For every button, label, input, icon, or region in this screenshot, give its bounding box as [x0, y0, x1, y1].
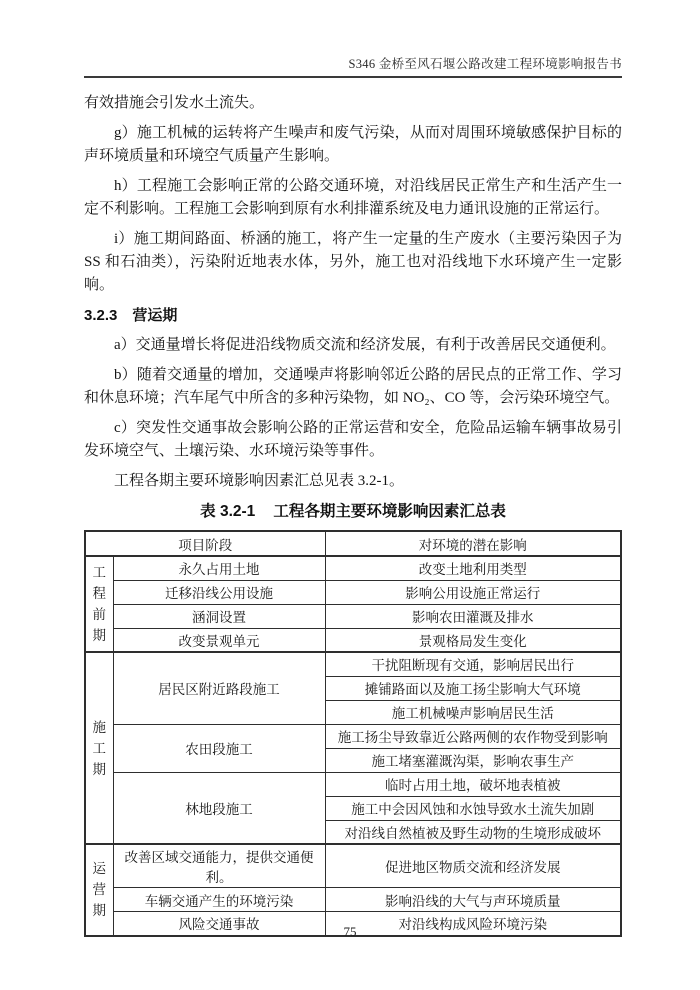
- impact-cell: 施工堵塞灌溉沟渠，影响农事生产: [325, 748, 621, 772]
- paragraph-item-g: g）施工机械的运转将产生噪声和废气污染，从而对周围环境敏感保护目标的声环境质量和环境空气质量产生影响。: [84, 125, 622, 164]
- table-title: [84, 500, 622, 524]
- activity-cell: 车辆交通产生的环境污染: [113, 888, 325, 912]
- impact-cell: 干扰阻断现有交通，影响居民出行: [325, 652, 621, 676]
- impact-cell: 施工机械噪声影响居民生活: [325, 700, 621, 724]
- running-header: S346 金桥至风石堰公路改建工程环境影响报告书: [348, 57, 622, 71]
- table-header-stage: 项目阶段: [85, 531, 325, 556]
- activity-cell: 风险交通事故: [113, 912, 325, 936]
- paragraph-table-reference: 工程各期主要环境影响因素汇总见表 3.2-1。: [114, 473, 404, 489]
- impact-cell: 临时占用土地，破坏地表植被: [325, 772, 621, 796]
- activity-cell: 林地段施工: [113, 772, 325, 844]
- activity-cell: 居民区附近路段施工: [113, 652, 325, 724]
- paragraph-item-h: h）工程施工会影响正常的公路交通环境，对沿线居民正常生产和生活产生一定不利影响。工程施工会影响到原有水利排灌系统及电力通讯设施的正常运行。: [84, 178, 622, 217]
- activity-cell: 涵洞设置: [113, 604, 325, 628]
- impact-cell: 影响公用设施正常运行: [325, 580, 621, 604]
- impact-cell: 对沿线构成风险环境污染: [325, 912, 621, 936]
- paragraph-continuation: 有效措施会引发水土流失。: [84, 95, 265, 111]
- table-row: [85, 556, 621, 580]
- table-row: [85, 604, 621, 628]
- table-row: [85, 628, 621, 652]
- phase-cell-operation: 运营期: [85, 844, 113, 936]
- table-row: [85, 724, 621, 748]
- table-row: [85, 772, 621, 796]
- impact-cell: 景观格局发生变化: [325, 628, 621, 652]
- impact-cell: 施工中会因风蚀和水蚀导致水土流失加剧: [325, 796, 621, 820]
- activity-cell: 改变景观单元: [113, 628, 325, 652]
- activity-cell: 农田段施工: [113, 724, 325, 772]
- table-header-impact: 对环境的潜在影响: [325, 531, 621, 556]
- header-rule: [84, 76, 622, 78]
- activity-cell: 改善区域交通能力，提供交通便利。: [113, 844, 325, 888]
- phase-cell-construction: 施工期: [85, 652, 113, 844]
- impact-summary-table: [84, 530, 622, 937]
- impact-cell: 施工扬尘导致靠近公路两侧的农作物受到影响: [325, 724, 621, 748]
- paragraph-item-c: c）突发性交通事故会影响公路的正常运营和安全，危险品运输车辆事故易引发环境空气、土壤污染、水环境污染等事件。: [84, 420, 622, 459]
- impact-cell: 影响沿线的大气与声环境质量: [325, 888, 621, 912]
- impact-cell: 对沿线自然植被及野生动物的生境形成破坏: [325, 820, 621, 844]
- activity-cell: 迁移沿线公用设施: [113, 580, 325, 604]
- impact-cell: 摊铺路面以及施工扬尘影响大气环境: [325, 676, 621, 700]
- table-row: [85, 844, 621, 888]
- impact-cell: 改变土地利用类型: [325, 556, 621, 580]
- table-row: [85, 888, 621, 912]
- table-title-label: 表 3.2-1: [200, 503, 256, 520]
- paragraph-item-i: i）施工期间路面、桥涵的施工，将产生一定量的生产废水（主要污染因子为 SS 和石油类），污染附近地表水体，另外，施工也对沿线地下水环境产生一定影响。: [84, 231, 622, 293]
- impact-cell: 影响农田灌溉及排水: [325, 604, 621, 628]
- activity-cell: 永久占用土地: [113, 556, 325, 580]
- paragraph-item-a: a）交通量增长将促进沿线物质交流和经济发展，有利于改善居民交通便利。: [114, 337, 616, 353]
- phase-cell-pre-construction: 工程前期: [85, 556, 113, 652]
- section-heading: 3.2.3 营运期: [84, 307, 178, 324]
- page-number: 75: [343, 924, 357, 939]
- body-content: [84, 92, 622, 937]
- table-row: [85, 580, 621, 604]
- paragraph-item-b: b）随着交通量的增加，交通噪声将影响邻近公路的居民点的正常工作、学习和休息环境；汽车尾气中所含的多种污染物，如 NO₂、CO 等，会污染环境空气。: [84, 367, 622, 406]
- table-row: [85, 652, 621, 676]
- table-header-row: [85, 531, 621, 556]
- table-title-text: 工程各期主要环境影响因素汇总表: [273, 503, 506, 520]
- impact-cell: 促进地区物质交流和经济发展: [325, 844, 621, 888]
